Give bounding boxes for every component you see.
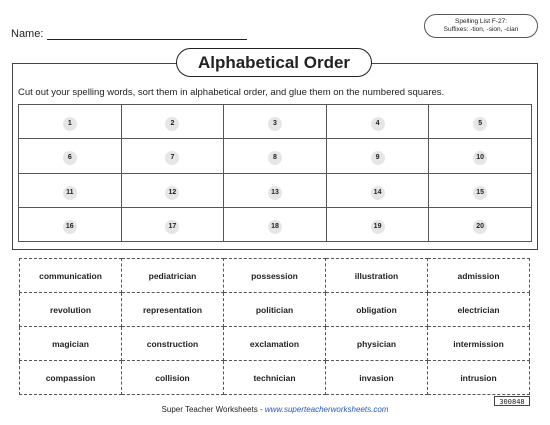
square-number: 10 [473, 151, 487, 165]
word-card[interactable]: possession [224, 259, 326, 293]
footer-brand: Super Teacher Worksheets - [161, 405, 265, 414]
page-title: Alphabetical Order [176, 48, 372, 77]
word-card[interactable]: collision [122, 361, 224, 395]
spelling-list-title: Spelling List F-27: [454, 18, 508, 25]
square-number: 6 [63, 151, 77, 165]
square-number: 18 [268, 220, 282, 234]
square-number: 16 [63, 220, 77, 234]
numbered-square [121, 105, 224, 139]
numbered-square [326, 105, 429, 139]
spelling-list-subtitle: Suffixes: -tion, -sion, -cian [443, 26, 519, 33]
numbered-square [224, 173, 327, 207]
worksheet-code: 300848 [494, 396, 530, 406]
word-card[interactable]: intrusion [428, 361, 530, 395]
numbered-square [429, 105, 532, 139]
numbered-square [121, 139, 224, 173]
word-row [20, 259, 530, 293]
grid-row [19, 173, 532, 207]
footer [0, 405, 550, 414]
word-card[interactable]: magician [20, 327, 122, 361]
square-number: 20 [473, 220, 487, 234]
numbered-square [224, 139, 327, 173]
numbered-square [19, 139, 122, 173]
numbered-square [326, 173, 429, 207]
numbered-square [121, 173, 224, 207]
spelling-list-badge [424, 14, 538, 38]
numbered-square [121, 207, 224, 241]
numbered-square [429, 207, 532, 241]
square-number: 2 [165, 117, 179, 131]
numbered-square [224, 207, 327, 241]
square-number: 12 [165, 186, 179, 200]
numbered-square [19, 105, 122, 139]
square-number: 15 [473, 186, 487, 200]
numbered-square [326, 207, 429, 241]
word-row [20, 293, 530, 327]
word-card[interactable]: electrician [428, 293, 530, 327]
square-number: 5 [473, 117, 487, 131]
numbered-square [19, 173, 122, 207]
word-row [20, 327, 530, 361]
grid-row [19, 105, 532, 139]
word-card[interactable]: physician [326, 327, 428, 361]
name-row [11, 28, 247, 40]
numbered-square [19, 207, 122, 241]
numbered-square [429, 139, 532, 173]
word-row [20, 361, 530, 395]
square-number: 4 [371, 117, 385, 131]
word-card[interactable]: politician [224, 293, 326, 327]
numbered-square [224, 105, 327, 139]
word-card[interactable]: compassion [20, 361, 122, 395]
name-line[interactable] [47, 29, 247, 40]
square-number: 14 [371, 186, 385, 200]
word-card[interactable]: construction [122, 327, 224, 361]
word-card[interactable]: invasion [326, 361, 428, 395]
grid-row [19, 139, 532, 173]
word-card[interactable]: intermission [428, 327, 530, 361]
square-number: 17 [165, 220, 179, 234]
word-card[interactable]: representation [122, 293, 224, 327]
square-number: 19 [371, 220, 385, 234]
word-card[interactable]: obligation [326, 293, 428, 327]
grid-row [19, 207, 532, 241]
word-card[interactable]: technician [224, 361, 326, 395]
word-card[interactable]: communication [20, 259, 122, 293]
square-number: 7 [165, 151, 179, 165]
instructions: Cut out your spelling words, sort them in alphabetical order, and glue them on the numbered squares. [18, 87, 445, 98]
square-number: 13 [268, 186, 282, 200]
word-cards-grid [19, 258, 530, 395]
square-number: 3 [268, 117, 282, 131]
square-number: 9 [371, 151, 385, 165]
numbered-square [429, 173, 532, 207]
name-label: Name: [11, 28, 44, 40]
word-card[interactable]: exclamation [224, 327, 326, 361]
square-number: 8 [268, 151, 282, 165]
footer-url-link[interactable]: www.superteacherworksheets.com [264, 405, 389, 414]
numbered-square [326, 139, 429, 173]
word-card[interactable]: illustration [326, 259, 428, 293]
square-number: 11 [63, 186, 77, 200]
word-card[interactable]: revolution [20, 293, 122, 327]
square-number: 1 [63, 117, 77, 131]
word-card[interactable]: admission [428, 259, 530, 293]
word-card[interactable]: pediatrician [122, 259, 224, 293]
numbered-grid [18, 104, 532, 242]
